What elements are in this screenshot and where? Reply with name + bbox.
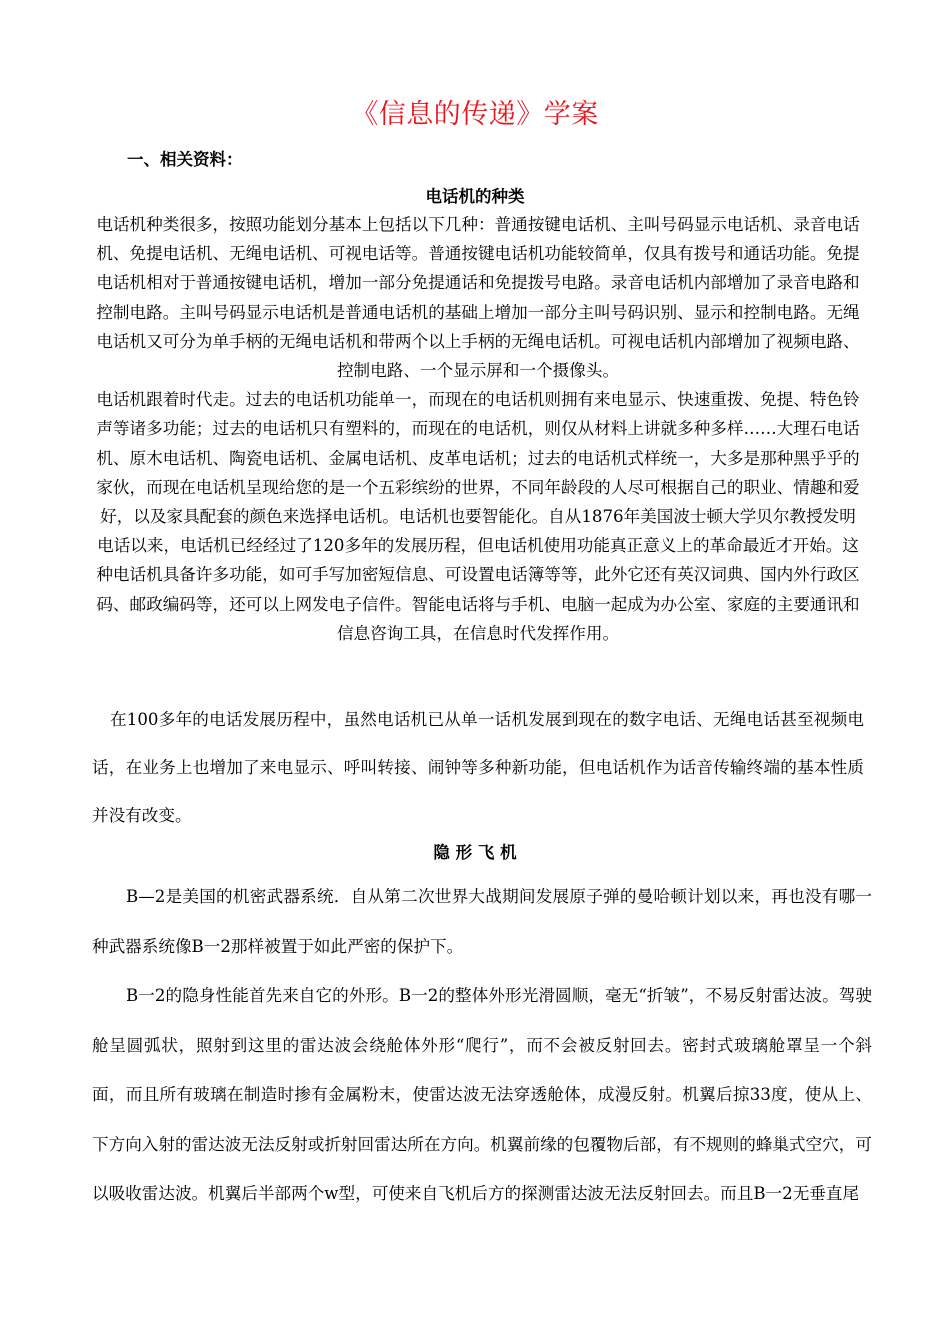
article2-heading: 隐 形 飞 机 [433, 843, 517, 862]
page-title: 《信息的传递》学案 [351, 99, 599, 130]
article2-body [92, 872, 872, 1219]
article1-paragraph: 电话机种类很多，按照功能划分基本上包括以下几种：普通按键电话机、主叫号码显示电话机、录音电话机、免提电话机、无绳电话机、可视电话等。普通按键电话机功能较简单，仅具有拨号和通话功能。免提电话机相对于普通按键电话机，增加一部分免提通话和免提拨号电路。录音电话机内部增加了录音电路和控制电路。主叫号码显示电话机是普通电话机的基础上增加一部分主叫号码识别、显示和控制电路。无绳电话机又可分为单手柄的无绳电话机和带两个以上手柄的无绳电话机。可视电话机内部增加了视频电路、控制电路、一个显示屏和一个摄像头。 [96, 215, 860, 381]
article1-heading: 电话机的种类 [425, 187, 525, 206]
article1-paragraph: 电话机跟着时代走。过去的电话机功能单一，而现在的电话机则拥有来电显示、快速重拨、免提、特色铃声等诸多功能；过去的电话机只有塑料的，而现在的电话机，则仅从材料上讲就多种多样……大理石电话机、原木电话机、陶瓷电话机、金属电话机、皮革电话机；过去的电话机式样统一，大多是那种黑乎乎的家伙，而现在电话机呈现给您的是一个五彩缤纷的世界，不同年龄段的人尽可根据自己的职业、情趣和爱好，以及家具配套的颜色来选择电话机。电话机也要智能化。自从1876年美国波士顿大学贝尔教授发明电话以来，电话机已经经过了120多年的发展历程，但电话机使用功能真正意义上的革命最近才开始。这种电话机具备许多功能，如可手写加密短信息、可设置电话簿等等，此外它还有英汉词典、国内外行政区码、邮政编码等，还可以上网发电子信件。智能电话将与手机、电脑一起成为办公室、家庭的主要通讯和信息咨询工具，在信息时代发挥作用。 [96, 390, 860, 643]
section-heading: 一、相关资料： [127, 150, 243, 169]
article2-paragraph: B一2的隐身性能首先来自它的外形。B一2的整体外形光滑圆顺，毫无“折皱”，不易反射雷达波。驾驶舱呈圆弧状，照射到这里的雷达波会绕舱体外形“爬行”，而不会被反射回去。密封式玻璃舱罩呈一个斜面，而且所有玻璃在制造时掺有金属粉末，使雷达波无法穿透舱体，成漫反射。机翼后掠33度，使从上、下方向入射的雷达波无法反射或折射回雷达所在方向。机翼前缘的包覆物后部，有不规则的蜂巢式空穴，可以吸收雷达波。机翼后半部两个w型，可使来自飞机后方的探测雷达波无法反射回去。而且B一2无垂直尾 [92, 986, 872, 1203]
article1-paragraph: 在100多年的电话发展历程中，虽然电话机已从单一话机发展到现在的数字电话、无绳电话甚至视频电话，在业务上也增加了来电显示、呼叫转接、闹钟等多种新功能，但电话机作为话音传输终端的基本性质并没有改变。 [92, 710, 864, 825]
article1-closing [92, 696, 864, 840]
article1-body [95, 210, 861, 648]
article2-paragraph: B—2是美国的机密武器系统．自从第二次世界大战期间发展原子弹的曼哈顿计划以来，再也没有哪一种武器系统像B一2那样被置于如此严密的保护下。 [92, 887, 872, 956]
